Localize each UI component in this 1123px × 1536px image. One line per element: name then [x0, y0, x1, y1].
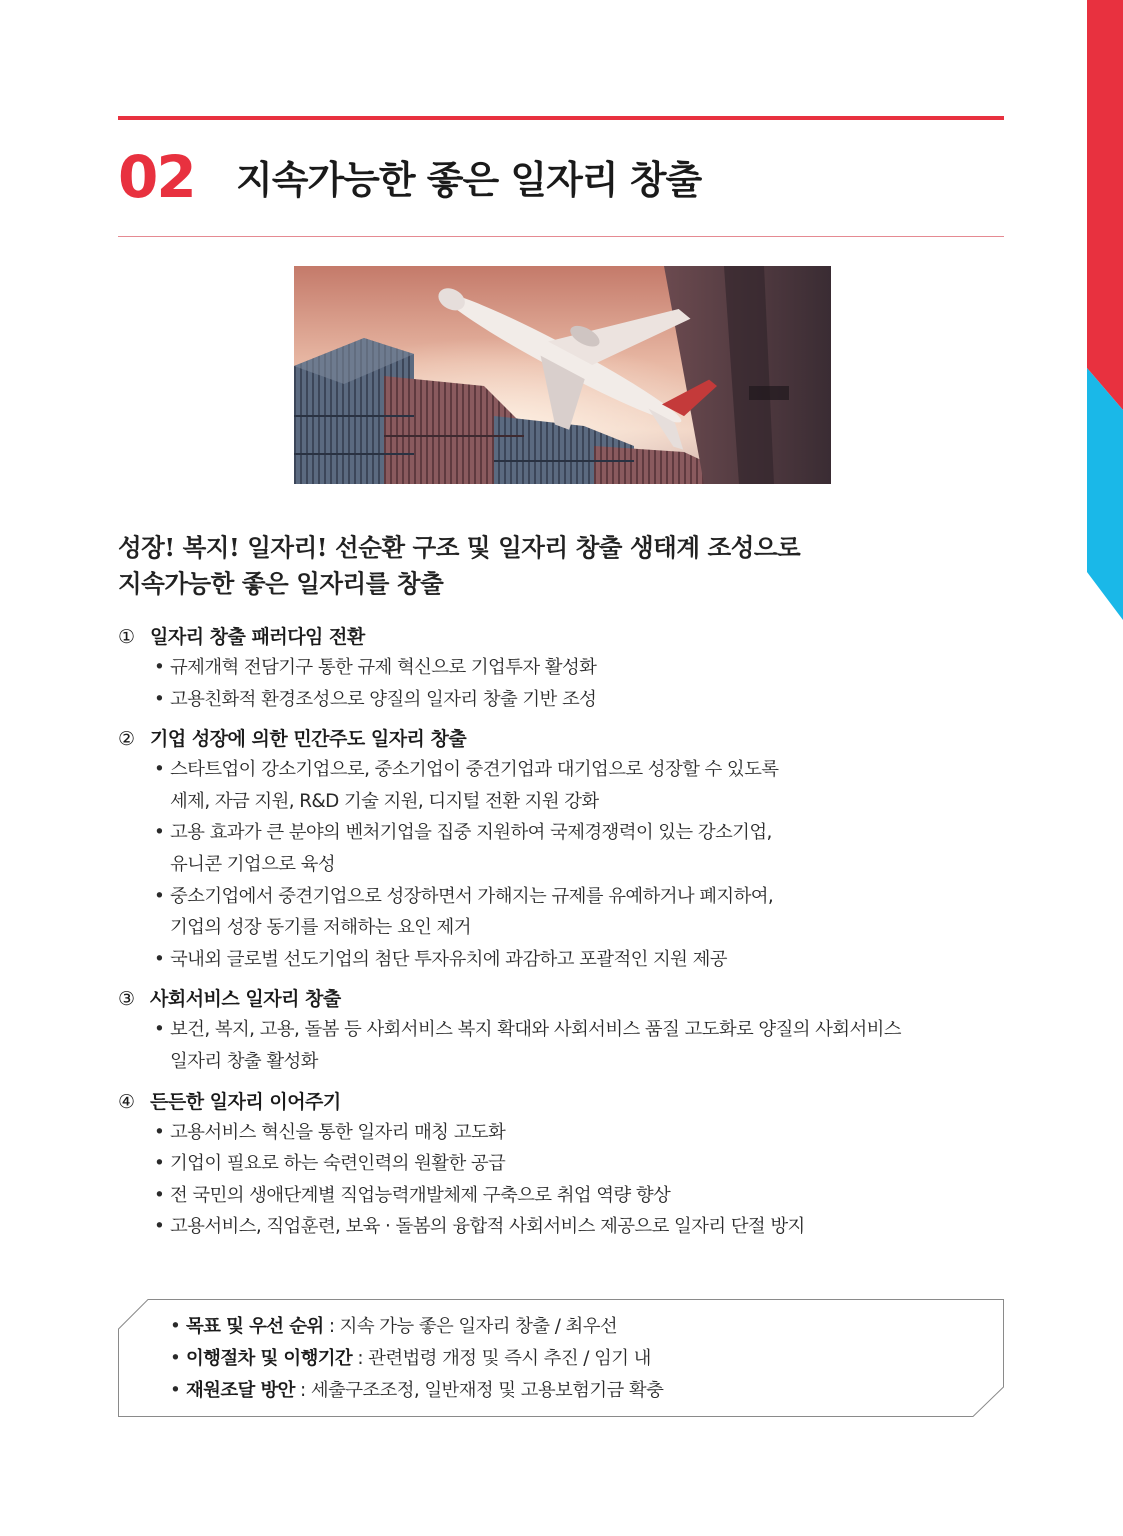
summary-value: : 지속 가능 좋은 일자리 창출 / 최우선 [323, 1316, 618, 1337]
summary-label: 재원조달 방안 [186, 1380, 295, 1401]
section-title: 사회서비스 일자리 창출 [150, 988, 341, 1011]
bullet-item: • 보건, 복지, 고용, 돌봄 등 사회서비스 복지 확대와 사회서비스 품질 고도화로 양질의 사회서비스 일자리 창출 활성화 [154, 1019, 901, 1072]
summary-item: • 목표 및 우선 순위 : 지속 가능 좋은 일자리 창출 / 최우선 [170, 1316, 618, 1337]
bullet-item: • 전 국민의 생애단계별 직업능력개발체제 구축으로 취업 역량 향상 [154, 1184, 671, 1206]
bullet-item: • 고용 효과가 큰 분야의 벤처기업을 집중 지원하여 국제경쟁력이 있는 강소기업, 유니콘 기업으로 육성 [154, 822, 772, 875]
summary-value: : 세출구조조정, 일반재정 및 고용보험기금 확충 [294, 1380, 664, 1401]
summary-item: • 이행절차 및 이행기간 : 관련법령 개정 및 즉시 추진 / 임기 내 [170, 1348, 651, 1369]
bullet-item: • 중소기업에서 중견기업으로 성장하면서 가해지는 규제를 유예하거나 폐지하여, 기업의 성장 동기를 저해하는 요인 제거 [154, 885, 774, 939]
page-title: 지속가능한 좋은 일자리 창출 [236, 158, 702, 202]
bullet-item: • 고용친화적 환경조성으로 양질의 일자리 창출 기반 조성 [154, 688, 597, 710]
summary-label: 이행절차 및 이행기간 [186, 1348, 353, 1369]
section-4 [118, 1087, 1018, 1243]
policy-sections [118, 622, 1018, 1252]
circled-number: ① [118, 626, 135, 648]
lead-line-1: 성장! 복지! 일자리! 선순환 구조 및 일자리 창출 생태계 조성으로 [118, 533, 801, 562]
bullet-item: • 국내외 글로벌 선도기업의 첨단 투자유치에 과감하고 포괄적인 지원 제공 [154, 948, 727, 970]
section-number: 02 [118, 143, 195, 211]
summary-value: : 관련법령 개정 및 즉시 추진 / 임기 내 [352, 1348, 651, 1369]
bullet-item: • 고용서비스 혁신을 통한 일자리 매칭 고도화 [154, 1121, 506, 1143]
section-3 [118, 984, 1018, 1077]
section-heading [118, 1087, 1018, 1117]
section-2 [118, 724, 1018, 975]
bullet-item: • 기업이 필요로 하는 숙련인력의 원활한 공급 [154, 1153, 506, 1175]
section-heading [118, 622, 1018, 652]
bullet-item: • 스타트업이 강소기업으로, 중소기업이 중견기업과 대기업으로 성장할 수 있도록 세제, 자금 지원, R&D 기술 지원, 디지털 전환 지원 강화 [154, 759, 779, 812]
bullet-item: • 규제개혁 전담기구 통한 규제 혁신으로 기업투자 활성화 [154, 657, 597, 678]
section-heading [118, 984, 1018, 1014]
section-heading [118, 724, 1018, 754]
lead-statement [118, 530, 1018, 602]
section-1 [118, 622, 1018, 715]
summary-label: 목표 및 우선 순위 [186, 1316, 324, 1337]
header-bottom-rule [118, 236, 1004, 237]
summary-item: • 재원조달 방안 : 세출구조조정, 일반재정 및 고용보험기금 확충 [170, 1380, 664, 1401]
bullet-item: • 고용서비스, 직업훈련, 보육 · 돌봄의 융합적 사회서비스 제공으로 일자리 단절 방지 [154, 1216, 805, 1238]
side-accent-strip [1087, 0, 1123, 620]
header-top-rule [118, 116, 1004, 120]
circled-number: ④ [118, 1090, 135, 1113]
lead-line-2: 지속가능한 좋은 일자리를 창출 [118, 569, 444, 598]
circled-number: ② [118, 728, 135, 751]
circled-number: ③ [118, 988, 135, 1011]
section-title: 기업 성장에 의한 민간주도 일자리 창출 [150, 728, 467, 751]
section-title: 든든한 일자리 이어주기 [150, 1090, 341, 1113]
hero-image-airplane-containers [294, 266, 831, 484]
section-title: 일자리 창출 패러다임 전환 [150, 626, 365, 648]
summary-box [118, 1299, 1004, 1417]
